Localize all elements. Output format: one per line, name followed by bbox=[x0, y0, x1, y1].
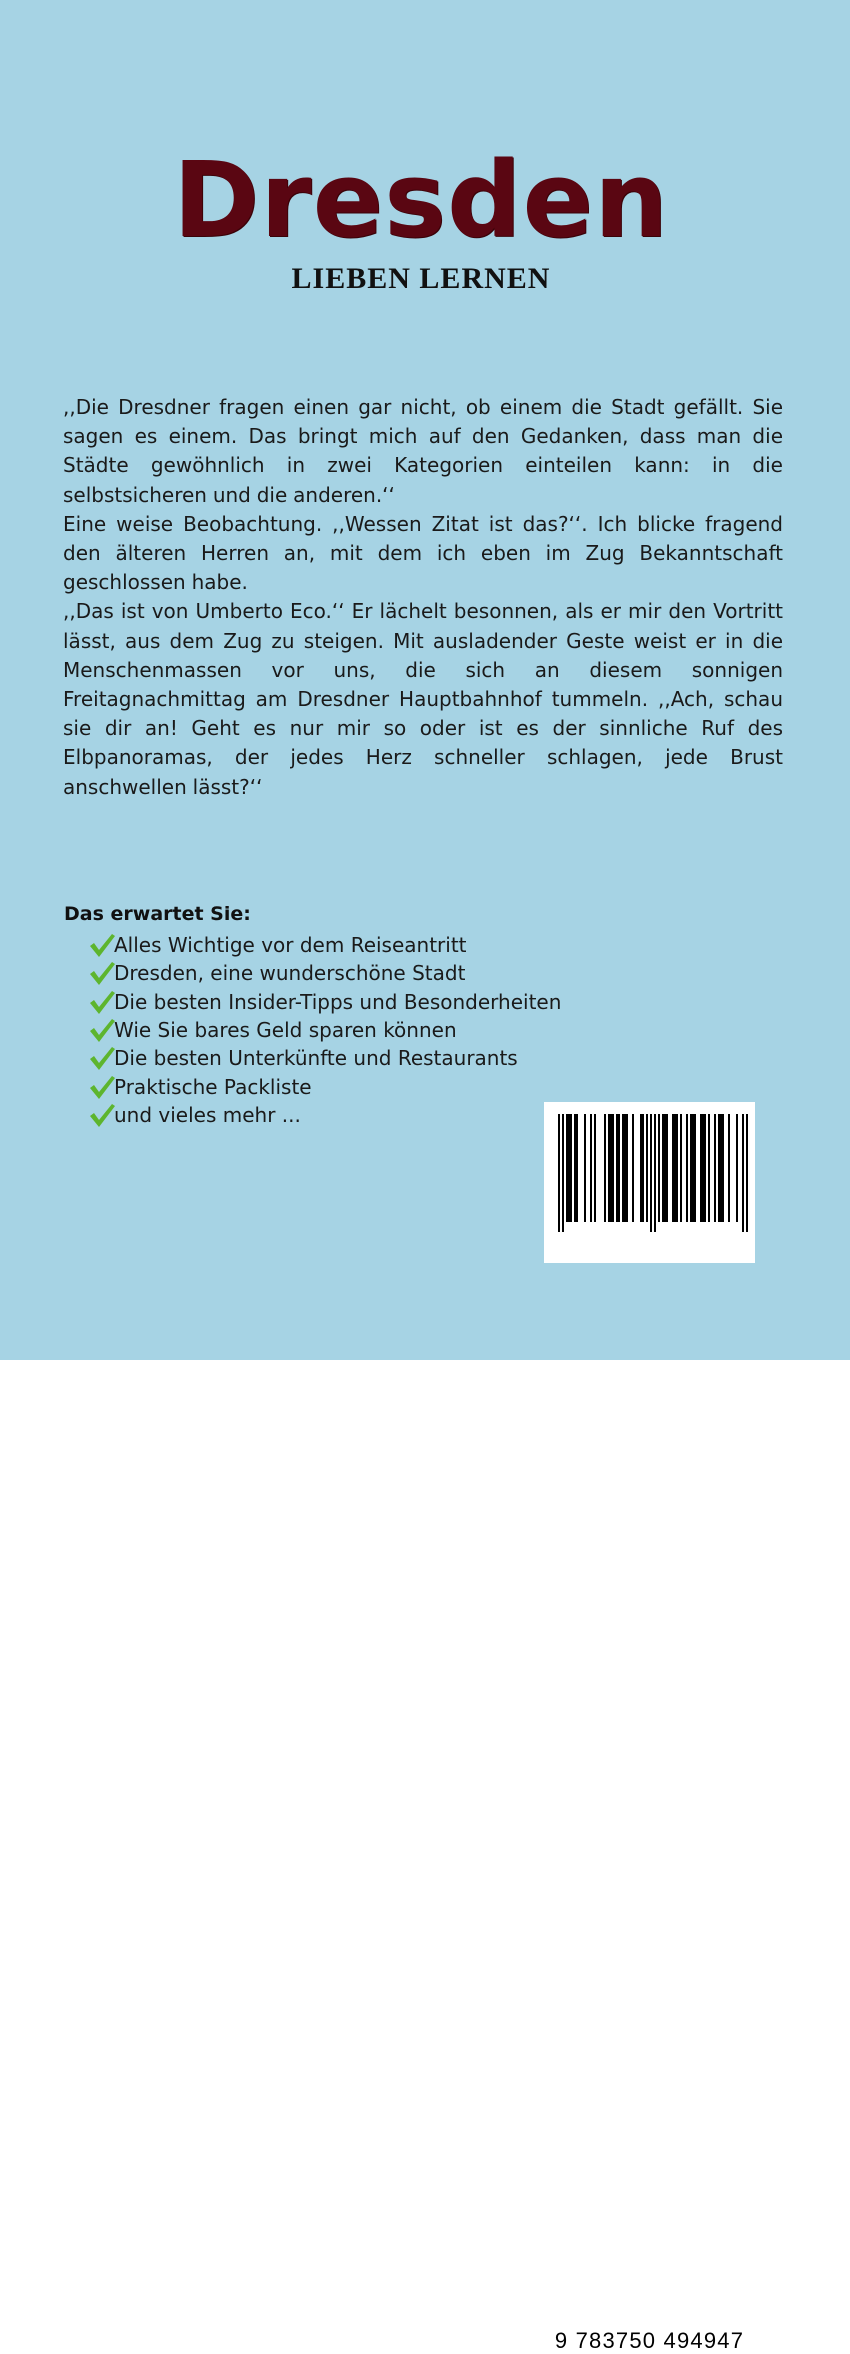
barcode-bar bbox=[584, 1114, 586, 1222]
feature-item bbox=[88, 1072, 561, 1100]
barcode-bar bbox=[700, 1114, 706, 1222]
feature-item bbox=[88, 1044, 561, 1072]
checkmark-icon bbox=[88, 959, 116, 987]
features-heading: Das erwartet Sie: bbox=[64, 903, 251, 925]
checkmark-icon bbox=[88, 1101, 116, 1129]
barcode-bar bbox=[608, 1114, 614, 1222]
barcode-bar bbox=[640, 1114, 644, 1222]
checkmark-icon bbox=[88, 1016, 116, 1044]
barcode-bars bbox=[544, 1102, 755, 1263]
barcode-bar bbox=[714, 1114, 716, 1222]
barcode-bar bbox=[746, 1114, 748, 1232]
barcode-bar bbox=[742, 1114, 744, 1232]
barcode-bar bbox=[654, 1114, 656, 1232]
barcode-bar bbox=[646, 1114, 648, 1222]
blurb-text bbox=[63, 393, 783, 802]
barcode-bar bbox=[662, 1114, 668, 1222]
barcode-bar bbox=[590, 1114, 592, 1222]
barcode-bar bbox=[604, 1114, 606, 1222]
barcode-bar bbox=[616, 1114, 620, 1222]
features-list bbox=[88, 931, 561, 1129]
feature-item-label: und vieles mehr ... bbox=[114, 1102, 301, 1127]
barcode-bar bbox=[686, 1114, 688, 1222]
barcode-bar bbox=[690, 1114, 696, 1222]
feature-item bbox=[88, 959, 561, 987]
barcode-bar bbox=[632, 1114, 634, 1222]
feature-item-label: Dresden, eine wunderschöne Stadt bbox=[114, 961, 466, 986]
barcode-bar bbox=[672, 1114, 678, 1222]
feature-item-label: Praktische Packliste bbox=[114, 1074, 312, 1099]
feature-item-label: Alles Wichtige vor dem Reiseantritt bbox=[114, 933, 467, 958]
barcode-bar bbox=[718, 1114, 724, 1222]
barcode-bar bbox=[708, 1114, 710, 1222]
feature-item bbox=[88, 1101, 561, 1129]
barcode-bar bbox=[736, 1114, 738, 1222]
barcode-bar bbox=[680, 1114, 682, 1222]
barcode-bar bbox=[594, 1114, 596, 1222]
feature-item bbox=[88, 931, 561, 959]
checkmark-icon bbox=[88, 1044, 116, 1072]
barcode-bar bbox=[566, 1114, 572, 1222]
blurb-paragraph-2: Eine weise Beobachtung. ,,Wessen Zitat ist das?‘‘. Ich blicke fragend den älteren Herren an, mit dem ich eben im Zug Bekanntschaft geschlossen habe. bbox=[63, 511, 783, 595]
checkmark-icon bbox=[88, 988, 116, 1016]
barcode-bar bbox=[650, 1114, 652, 1232]
isbn-barcode bbox=[544, 1102, 755, 2353]
barcode-bar bbox=[562, 1114, 564, 1232]
isbn-number: 9 783750 494947 bbox=[554, 2328, 745, 2353]
feature-item-label: Wie Sie bares Geld sparen können bbox=[114, 1018, 457, 1043]
feature-item bbox=[88, 988, 561, 1016]
barcode-bar bbox=[574, 1114, 578, 1222]
checkmark-icon bbox=[88, 1073, 116, 1101]
feature-item bbox=[88, 1016, 561, 1044]
blurb-paragraph-1: ,,Die Dresdner fragen einen gar nicht, ob einem die Stadt gefällt. Sie sagen es einem. Das bringt mich auf den Gedanken, dass man die Städte gewöhnlich in zwei Kategorien einteilen kann: in die selbstsicheren und die anderen.‘‘ bbox=[63, 395, 783, 507]
blurb-paragraph-3: ,,Das ist von Umberto Eco.‘‘ Er lächelt besonnen, als er mir den Vortritt lässt, aus dem Zug zu steigen. Mit ausladender Geste weist er in die Menschenmassen vor uns, die sich an diesem sonnigen Freitagnachmittag am Dresdner Hauptbahnhof tummeln. ,,Ach, schau sie dir an! Geht es nur mir so oder ist es der sinnliche Ruf des Elbpanoramas, der jedes Herz schneller schlagen, jede Brust anschwellen lässt?‘‘ bbox=[63, 599, 783, 799]
barcode-bar bbox=[622, 1114, 628, 1222]
book-title: Dresden bbox=[172, 139, 670, 261]
feature-item-label: Die besten Insider-Tipps und Besonderheiten bbox=[114, 989, 562, 1014]
feature-item-label: Die besten Unterkünfte und Restaurants bbox=[114, 1046, 518, 1071]
barcode-bar bbox=[658, 1114, 660, 1222]
barcode-bar bbox=[558, 1114, 560, 1232]
book-subtitle: LIEBEN LERNEN bbox=[291, 262, 551, 295]
checkmark-icon bbox=[88, 931, 116, 959]
barcode-bar bbox=[728, 1114, 730, 1222]
